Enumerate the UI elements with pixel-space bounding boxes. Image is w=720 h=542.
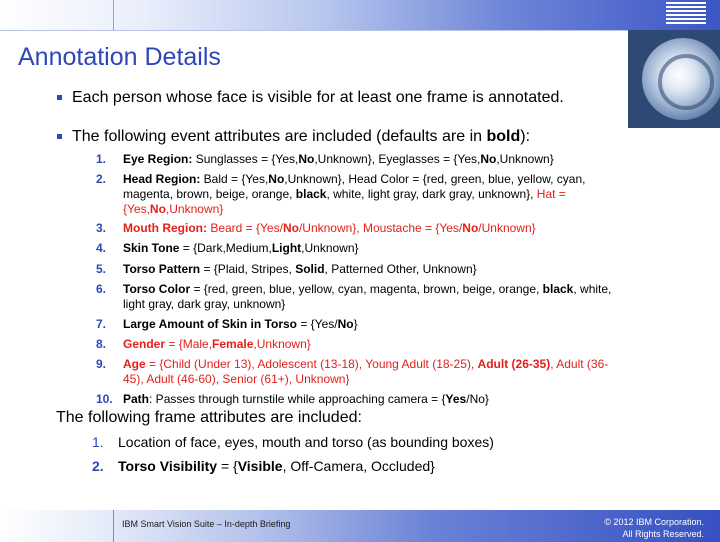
item-text: = {Child (Under 13), Adolescent (13-18), Young Adult (18-25), (145, 357, 478, 371)
item-number: 5. (96, 262, 107, 276)
item-name: Skin Tone (123, 241, 180, 255)
item-default: No (268, 172, 285, 186)
item-body (123, 262, 623, 277)
footer-copyright (604, 516, 704, 540)
ibm-logo (666, 2, 706, 24)
footer-divider (113, 510, 114, 542)
item-text: ,Unknown}, Eyeglasses = {Yes, (314, 152, 481, 166)
item-text: ,Unknown} (496, 152, 554, 166)
item-text: = {Yes/ (297, 317, 338, 331)
item-text: /Unknown}, Moustache = {Yes/ (298, 221, 463, 235)
item-number: 2. (96, 172, 107, 186)
item-default: Solid (295, 262, 325, 276)
item-default: black (542, 282, 574, 296)
item-text: = { (217, 458, 238, 474)
item-text: : Passes through turnstile while approaching camera = { (149, 392, 446, 406)
footer-briefing: IBM Smart Vision Suite – In-depth Briefing (122, 519, 291, 529)
item-body (123, 172, 623, 217)
item-default: No (282, 221, 299, 235)
copyright-line-2: All Rights Reserved. (622, 529, 704, 539)
item-name: Large Amount of Skin in Torso (123, 317, 297, 331)
lens-ring (658, 54, 714, 110)
item-text: } (353, 317, 358, 331)
item-text: Bald = {Yes, (200, 172, 269, 186)
item-text: , Adult (36-45), Adult (46-60), Senior (61+), Unknown} (123, 357, 609, 386)
item-default: Visible (237, 458, 283, 474)
item-body (123, 152, 623, 167)
item-text: /Unknown} (478, 221, 536, 235)
item-name: Age (123, 357, 146, 371)
item-number: 4. (96, 241, 107, 255)
top-banner (0, 0, 720, 30)
item-body (123, 241, 623, 256)
bullet-text (72, 128, 530, 146)
item-text: = {Male, (165, 337, 213, 351)
item-default: black (295, 187, 327, 201)
item-text: , Off-Camera, Occluded} (282, 458, 435, 474)
item-text: , Patterned Other, Unknown} (324, 262, 477, 276)
ibm-logo-text (668, 2, 705, 24)
item-body (123, 221, 623, 236)
item-name: Mouth Region: (123, 221, 207, 235)
item-text: Beard = {Yes/ (206, 221, 283, 235)
item-body (123, 392, 623, 407)
item-default: No (298, 152, 315, 166)
item-number: 1. (92, 434, 104, 450)
item-number: 7. (96, 317, 107, 331)
item-number: 2. (92, 458, 104, 474)
copyright-line-1: © 2012 IBM Corporation. (604, 517, 704, 527)
item-number: 1. (96, 152, 107, 166)
footer-bar (0, 510, 720, 542)
item-default-red: No (149, 202, 166, 216)
frame-attributes-heading: The following frame attributes are included: (56, 409, 362, 426)
item-default: Adult (26-35) (477, 357, 551, 371)
item-text: = {Plaid, Stripes, (200, 262, 296, 276)
item-text: , white, light gray, dark gray, unknown} (123, 282, 612, 311)
item-text: , white, light gray, dark gray, unknown}, (326, 187, 537, 201)
item-text: ,Unknown} (253, 337, 311, 351)
bullet-text-bold: bold (486, 128, 521, 145)
item-body (123, 357, 623, 387)
item-default: No (337, 317, 354, 331)
item-text: = {Dark,Medium, (179, 241, 272, 255)
item-text: = {red, green, blue, yellow, cyan, magenta, brown, beige, orange, (190, 282, 543, 296)
item-number: 8. (96, 337, 107, 351)
item-body (123, 317, 623, 332)
item-body (118, 458, 435, 474)
item-number: 6. (96, 282, 107, 296)
item-name: Torso Visibility (118, 458, 218, 474)
item-name: Torso Pattern (123, 262, 201, 276)
item-default: No (462, 221, 479, 235)
item-number: 9. (96, 357, 107, 371)
item-default: No (480, 152, 497, 166)
item-text-red: ,Unknown} (165, 202, 224, 216)
item-default: Yes (445, 392, 467, 406)
item-text: ,Unknown} (301, 241, 359, 255)
item-name: Path (123, 392, 150, 406)
bullet-square-icon (57, 134, 62, 139)
lens-graphic (628, 30, 720, 128)
item-number: 3. (96, 221, 107, 235)
item-default: Female (212, 337, 254, 351)
item-number: 10. (96, 392, 113, 406)
title-underline (0, 30, 628, 31)
item-text-red: Hat = {Yes, (123, 187, 566, 216)
bullet-text-after: ): (520, 128, 531, 145)
banner-divider (113, 0, 114, 30)
item-body (123, 282, 623, 312)
item-body (123, 337, 623, 352)
bullet-text: Each person whose face is visible for at least one frame is annotated. (72, 89, 564, 106)
item-name: Eye Region: (123, 152, 193, 166)
item-default: Light (271, 241, 302, 255)
item-text: Sunglasses = {Yes, (192, 152, 299, 166)
bullet-text-before: The following event attributes are included (defaults are in (72, 128, 487, 145)
item-name: Head Region: (123, 172, 201, 186)
item-name: Gender (123, 337, 166, 351)
bullet-square-icon (57, 95, 62, 100)
item-text: /No} (466, 392, 489, 406)
item-name: Torso Color (123, 282, 191, 296)
slide-title: Annotation Details (18, 43, 221, 71)
item-text: ,Unknown}, Head Color = {red, green, blue, yellow, cyan, magenta, brown, beige, orange, (123, 172, 586, 201)
item-text: Location of face, eyes, mouth and torso (as bounding boxes) (118, 434, 494, 450)
